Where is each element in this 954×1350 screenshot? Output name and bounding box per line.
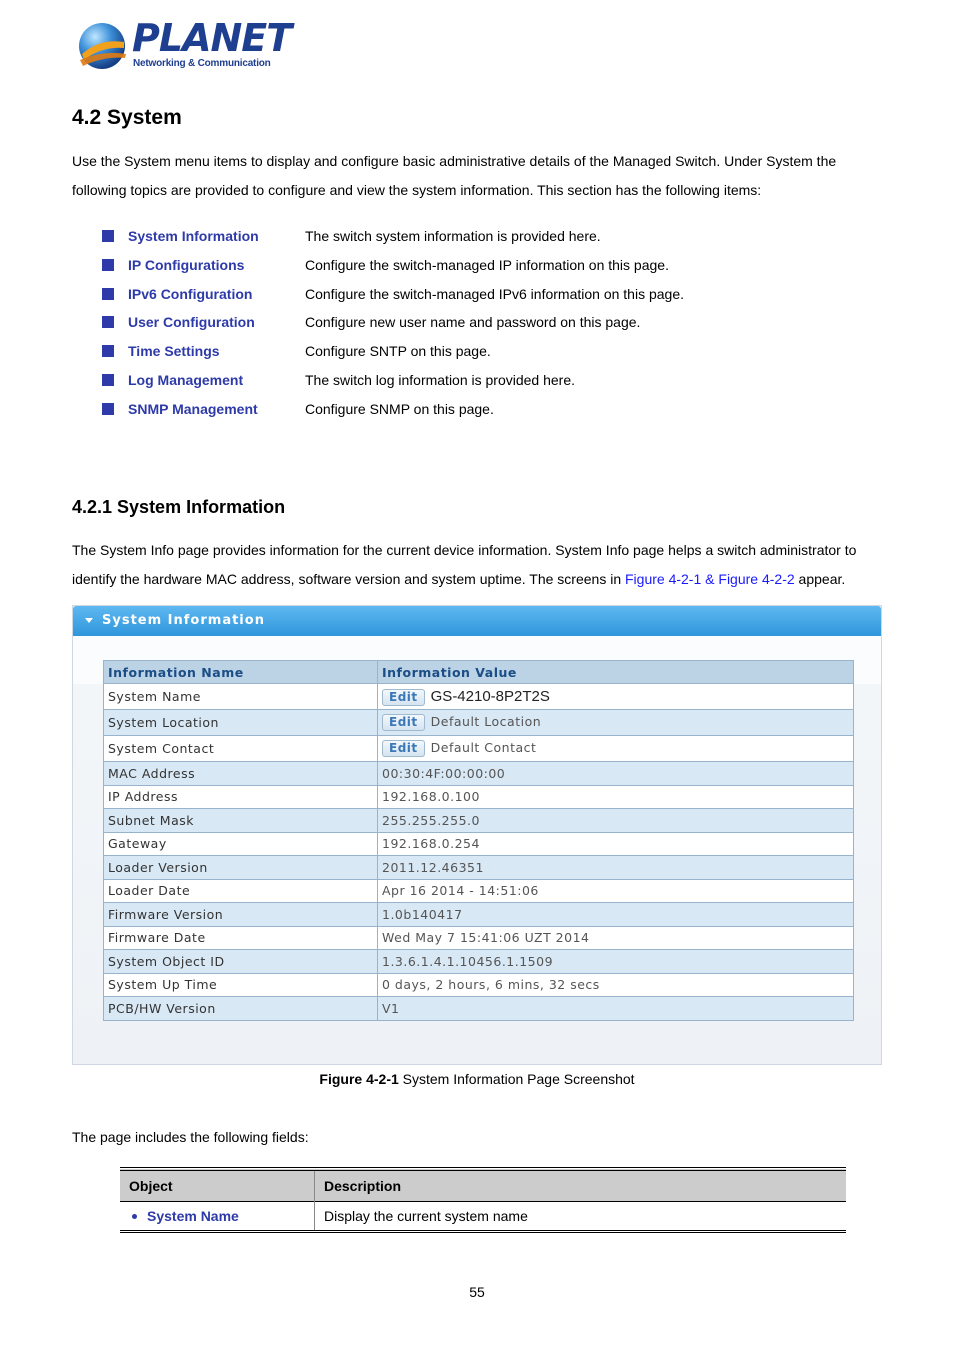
table-row bbox=[104, 809, 854, 833]
info-value: 1.0b140417 bbox=[378, 903, 854, 927]
info-name: Loader Version bbox=[104, 856, 378, 880]
info-value: GS-4210-8P2T2S bbox=[430, 687, 550, 705]
table-row bbox=[104, 785, 854, 809]
figure-link[interactable]: Figure 4-2-1 bbox=[625, 571, 702, 587]
list-item bbox=[100, 280, 860, 309]
info-value: 1.3.6.1.4.1.10456.1.1509 bbox=[378, 950, 854, 974]
table-row bbox=[104, 879, 854, 903]
info-value: Default Contact bbox=[430, 740, 537, 755]
table-row bbox=[104, 684, 854, 710]
logo-tagline: Networking & Communication bbox=[133, 58, 271, 69]
bullet-dot-icon bbox=[132, 1214, 137, 1219]
info-name: MAC Address bbox=[104, 762, 378, 786]
topic-link[interactable]: Time Settings bbox=[128, 343, 220, 360]
topic-link[interactable]: Log Management bbox=[128, 371, 244, 388]
info-name: System Name bbox=[104, 684, 378, 710]
info-value-cell bbox=[378, 710, 854, 736]
section-title: 4.2 System bbox=[72, 106, 182, 129]
info-name: PCB/HW Version bbox=[104, 997, 378, 1021]
square-bullet-icon bbox=[102, 316, 114, 328]
topic-description: Configure new user name and password on this page. bbox=[305, 314, 641, 331]
square-bullet-icon bbox=[102, 259, 114, 271]
info-value: 00:30:4F:00:00:00 bbox=[378, 762, 854, 786]
object-cell bbox=[120, 1202, 315, 1232]
column-header: Information Name bbox=[104, 661, 378, 684]
fields-table-wrap bbox=[120, 1167, 846, 1233]
info-value: 192.168.0.254 bbox=[378, 832, 854, 856]
info-value: 2011.12.46351 bbox=[378, 856, 854, 880]
intro-line: Use the System menu items to display and configure basic administrative details of the Managed Switch. Under System the bbox=[72, 153, 837, 169]
object-name: System Name bbox=[147, 1208, 239, 1224]
table-row bbox=[104, 926, 854, 950]
info-value: Default Location bbox=[430, 714, 542, 729]
topic-description: Configure SNTP on this page. bbox=[305, 343, 491, 360]
table-row bbox=[104, 903, 854, 927]
square-bullet-icon bbox=[102, 403, 114, 415]
table-row bbox=[104, 950, 854, 974]
column-header: Description bbox=[315, 1169, 847, 1202]
square-bullet-icon bbox=[102, 345, 114, 357]
edit-button[interactable]: Edit bbox=[382, 714, 425, 731]
planet-logo bbox=[76, 16, 292, 74]
table-header-row bbox=[104, 661, 854, 684]
table-row bbox=[104, 856, 854, 880]
figure-caption bbox=[0, 1071, 954, 1087]
para-text: appear. bbox=[794, 571, 846, 587]
info-name: Firmware Version bbox=[104, 903, 378, 927]
topic-link[interactable]: User Configuration bbox=[128, 314, 255, 331]
info-name: Firmware Date bbox=[104, 926, 378, 950]
square-bullet-icon bbox=[102, 374, 114, 386]
topic-description: Configure SNMP on this page. bbox=[305, 400, 494, 417]
topic-list bbox=[100, 222, 860, 424]
logo-wordmark: PLANET bbox=[132, 16, 292, 60]
info-value: 255.255.255.0 bbox=[378, 809, 854, 833]
figure-link[interactable]: Figure 4-2-2 bbox=[718, 571, 795, 587]
collapse-triangle-icon[interactable] bbox=[85, 618, 93, 623]
table-row bbox=[104, 762, 854, 786]
description-cell: Display the current system name bbox=[315, 1202, 847, 1232]
list-item bbox=[100, 366, 860, 395]
square-bullet-icon bbox=[102, 230, 114, 242]
list-item bbox=[100, 222, 860, 251]
info-name: Subnet Mask bbox=[104, 809, 378, 833]
system-info-table bbox=[103, 660, 854, 1021]
system-info-panel bbox=[72, 605, 882, 1065]
topic-link[interactable]: SNMP Management bbox=[128, 400, 258, 417]
subsection-paragraph bbox=[72, 536, 892, 594]
info-name: IP Address bbox=[104, 785, 378, 809]
page-number: 55 bbox=[469, 1284, 485, 1300]
panel-title: System Information bbox=[102, 613, 265, 628]
square-bullet-icon bbox=[102, 288, 114, 300]
topic-link[interactable]: IP Configurations bbox=[128, 256, 245, 273]
table-row bbox=[104, 997, 854, 1021]
section-intro bbox=[72, 147, 892, 205]
info-name: System Contact bbox=[104, 736, 378, 762]
topic-description: Configure the switch-managed IPv6 information on this page. bbox=[305, 285, 684, 302]
para-text: identify the hardware MAC address, software version and system uptime. The screens in bbox=[72, 571, 625, 587]
table-row bbox=[104, 736, 854, 762]
table-header-row bbox=[120, 1169, 846, 1202]
column-header: Information Value bbox=[378, 661, 854, 684]
topic-link[interactable]: System Information bbox=[128, 228, 259, 244]
para-line: The System Info page provides information for the current device information. System Info page helps a switch administrator to bbox=[72, 542, 857, 558]
info-name: Gateway bbox=[104, 832, 378, 856]
table-row bbox=[120, 1202, 846, 1232]
info-value: Wed May 7 15:41:06 UZT 2014 bbox=[378, 926, 854, 950]
info-value: Apr 16 2014 - 14:51:06 bbox=[378, 879, 854, 903]
list-item bbox=[100, 395, 860, 424]
info-value: V1 bbox=[378, 997, 854, 1021]
para-line bbox=[72, 565, 892, 594]
globe-icon bbox=[76, 20, 128, 72]
edit-button[interactable]: Edit bbox=[382, 689, 425, 706]
subsection-title: 4.2.1 System Information bbox=[72, 497, 286, 517]
fields-intro: The page includes the following fields: bbox=[72, 1129, 309, 1145]
table-row bbox=[104, 710, 854, 736]
info-value: 192.168.0.100 bbox=[378, 785, 854, 809]
table-row bbox=[104, 973, 854, 997]
list-item bbox=[100, 337, 860, 366]
info-name: System Location bbox=[104, 710, 378, 736]
intro-line: following topics are provided to configure and view the system information. This section has the following items: bbox=[72, 182, 762, 198]
info-value-cell bbox=[378, 684, 854, 710]
info-value: 0 days, 2 hours, 6 mins, 32 secs bbox=[378, 973, 854, 997]
edit-button[interactable]: Edit bbox=[382, 740, 425, 757]
topic-description: Configure the switch-managed IP information on this page. bbox=[305, 256, 669, 273]
info-name: Loader Date bbox=[104, 879, 378, 903]
caption-label: Figure 4-2-1 bbox=[319, 1071, 399, 1087]
info-name: System Up Time bbox=[104, 973, 378, 997]
info-value-cell bbox=[378, 736, 854, 762]
list-item bbox=[100, 308, 860, 337]
para-amp: & bbox=[701, 571, 719, 587]
info-name: System Object ID bbox=[104, 950, 378, 974]
table-row bbox=[104, 832, 854, 856]
caption-text: System Information Page Screenshot bbox=[398, 1071, 635, 1087]
topic-description: The switch log information is provided here. bbox=[305, 371, 576, 388]
list-item bbox=[100, 251, 860, 280]
topic-description: The switch system information is provided here. bbox=[305, 228, 601, 244]
topic-link[interactable]: IPv6 Configuration bbox=[128, 285, 253, 302]
fields-table bbox=[120, 1167, 846, 1233]
column-header: Object bbox=[120, 1169, 315, 1202]
panel-header[interactable] bbox=[73, 606, 881, 636]
